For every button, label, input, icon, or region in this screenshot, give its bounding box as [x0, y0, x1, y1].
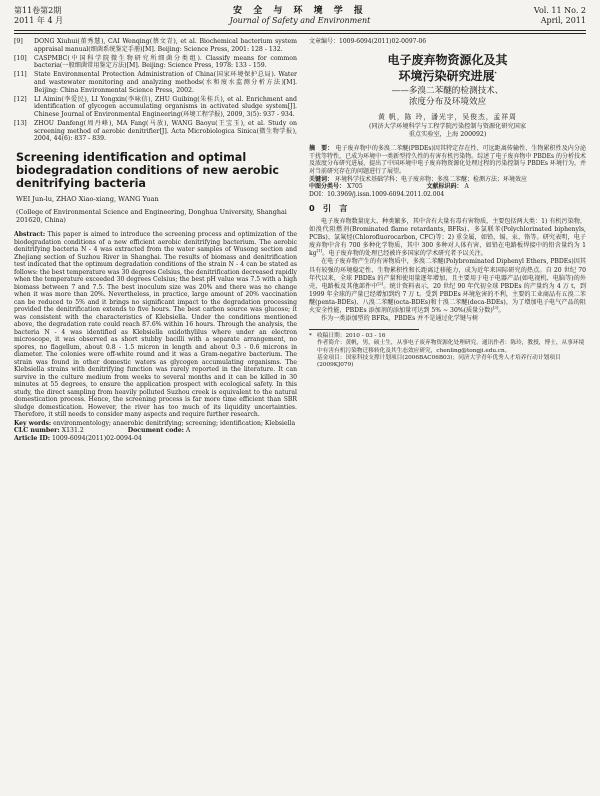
cn-clc-value: X705 [346, 183, 363, 191]
issue-date-en: April, 2011 [540, 16, 586, 25]
chinese-affiliation [309, 123, 586, 139]
chinese-authors: 黄 帆，陈 玲，潘光宇，吴俊杰，孟祥周 [378, 112, 517, 121]
issue-date: 2011 年 4 月 [14, 16, 64, 25]
footnote-author: 作者简介：黄帆，男，硕士生，从事电子废弃物资源化处理研究。通讯作者：陈玲，教授，博士，从事环境中有害有机污染物迁移转化及其生态效应研究，chenling@tongji.edu.cn。 [317, 340, 585, 354]
chinese-title-line1: 电子废弃物资源化及其 [387, 52, 508, 67]
cn-keywords-text: 环境科学技术基础学科；电子废弃物；多溴二苯醚；检测方法；环境效应 [334, 175, 527, 183]
keywords-text: environmentology; anaerobic denitrifying; screening; identification; Klebsiella [53, 419, 296, 427]
cn-clc-label: 中图分类号： [309, 183, 346, 191]
doi: DOI：10.3969/j.issn.1009-6094.2011.02.004 [309, 190, 445, 198]
cn-doc-label: 文献标识码： [426, 183, 463, 191]
chinese-affiliation-line1: (同济大学环境科学与工程学院污染控制与资源化研究国家 [368, 123, 527, 131]
reference-item: [13] ZHOU Danfeng(周丹峰), MA Fang(马放), WANG Baoyu(王宝玉), et al. Study on screening method of aerobic denitrifier[J]. Acta Microbiologica Sinica(微生物学报), 2004, 44(6): 837 - 839. [14, 119, 297, 143]
body-paragraph: 电子废弃物数量庞大、种类繁多，其中含有大量有毒有害物质，主要包括两大类：1) 有机污染物，如溴代阻燃剂(Brominated flame retardants, BFRs)、多氯联苯(Polychlorinated biphenyls, PCBs)、氯氟烃(Chlorofluorocarbon, CFC)等；2) 重金属，如铅、镉、汞、铬等。研究表明，电子废弃物中含有 700 多种化学物质，其中 300 多种对人体有害，如铅在电路板焊接中的铅含量约为 1 kg[1]。电子废弃物的处理已经被许多国家的学术研究者予以关注。 [309, 217, 586, 258]
header-rule [14, 30, 586, 31]
running-header [14, 6, 586, 32]
volume-issue: 第11卷第2期 [14, 6, 62, 15]
left-column [14, 38, 297, 443]
header-rule-thin [14, 33, 586, 34]
article-id-value: 1009-6094(2011)02-0094-04 [52, 434, 142, 442]
journal-name [14, 6, 586, 26]
cn-article-id: 文章编号：1009-6094(2011)02-0097-06 [309, 38, 427, 45]
clc-value: X131.2 [61, 427, 84, 435]
footnote-received: * 收稿日期：2010 - 03 - 16 [309, 333, 386, 340]
doc-code-label: Document code: [127, 427, 184, 435]
english-title: Screening identification and optimal biodegradation conditions of new aerobic denitrifying bacteria [16, 150, 280, 190]
reference-list [14, 38, 297, 143]
reference-item: [10] CASPMBC(中国科学院微生物研究所细菌分类组). Classify means for common bacteria(一般细菌常用鉴定方法)[M]. Beijing: Science Press, 1978: 133 - 159. [14, 54, 297, 70]
journal-name-en: Journal of Safety and Environment [229, 16, 371, 25]
cn-abstract-label: 摘 要： [309, 145, 334, 153]
article-id-label: Article ID: [14, 434, 51, 442]
chinese-affiliation-line2: 重点实验室，上海 200092) [408, 131, 487, 139]
abstract-label: Abstract: [14, 231, 46, 239]
doc-code-value: A [185, 427, 191, 435]
keywords-label: Key words: [14, 419, 52, 427]
article-id-row [14, 435, 297, 443]
english-authors: WEI Jun-lu, ZHAO Xiao-xiang, WANG Yuan [16, 194, 159, 203]
section-heading: 0 引 言 [309, 203, 348, 214]
reference-item: [9] DONG Xiuhui(董秀慧), CAI Wenqing(蔡文青), et al. Biochemical bacterium system appraisal manual(细菌系统鉴定手册)[M]. Beijing: Science Press, 2001: 128 - 132. [14, 38, 297, 53]
cn-abstract-text: 电子废弃物中的多溴二苯醚(PBDEs)因其特定存在性、可远距离传输性、生物累积性及内分泌干扰等特性，已成为环境中一类新型持久性的有害有机污染物。综述了电子废弃物中 PBDEs 的分析技术及浓度分布研究进展，提出了中国环境中电子废弃物资源化处理过程的污染控制与 PBDEs 环境行为，并对当前研究存在的问题进行了展望。 [309, 145, 586, 175]
chinese-subtitle-line2: 浓度分布及环境效应 [408, 96, 487, 107]
footnote-marker: * [494, 70, 497, 76]
abstract-text: This paper is aimed to introduce the screening process and optimization of the biodegradation conditions of a new efficient aerobic denitrifying bacterium. The aerobic denitrifying bacteria N - 4 was extracted from the water samples of Wusong section and Zhejiang section of Suzhou River in Shanghai. The results of biomass and denitrification test indicated that the optimum degradation conditions of the strain N - 4 can be stated as follows: the best temperature was 30 degrees Celsius, the denitrification decreased rapidly when the temperature exceeded 30 degrees Celsius; the best pH value was 7.5 with a high biomass between 7 and 7.5. The best inoculum size was 20% and there was no change when it was more than 20%. Nevertheless, in practice, large amount of 20% vaccination can be reduced to 5% and it brings no significant impact to the degradation processing provided the denitrification extends to five hours. The best carbon source was glucose; it was consistent with the characteristics of Klebsiella. Under the conditions mentioned above, the degradation rate could reach 87.6% within 16 hours. Through the analysis, the bacteria N - 4 was identified as Klebsiella oxidothylilus where under an electron microscope, it was observed as short stubby bacilli with a separate arrangement, no spores, no flagellum, about 0.8 - 1.5 micron in length and about 0.3 - 0.6 microns in diameter. The colonies were off-white round and it was a Gram-negative bacterium. The strain was found in other domestic waters as glycogen accumulating organisms. The Klebsiella strains with denitrifying function was rarely reported in the literature. It can survive in the culture medium from weeks to several months and it can be killed in 30 minutes at 55 degrees, to ensure the application prospect with ecological safety. In this study, the direct sampling from heavily polluted Suzhou creek is equivalent to the natural domestication process. Hence, the screening process is far more time efficient than SBR sludge domestication. However, the river has too much of its liquidity uncertainties. Therefore, it still needs to consider many aspects and require further research. [14, 231, 297, 419]
chinese-title-line2: 环境污染研究进展 [398, 68, 495, 83]
chinese-abstract [309, 145, 586, 175]
chinese-subtitle-line1: ——多溴二苯醚的检测技术、 [391, 85, 504, 96]
cn-keywords-label: 关键词： [309, 175, 334, 183]
cn-doc-value: A [464, 183, 469, 191]
issue-info-en [534, 6, 586, 26]
chinese-classification [309, 183, 586, 191]
journal-name-cn: 安 全 与 环 境 学 报 [233, 6, 367, 16]
english-keywords [14, 420, 297, 428]
footnote-rule [309, 329, 419, 330]
volume-issue-en: Vol. 11 No. 2 [533, 6, 586, 15]
footnote-fund: 基金项目：国家科技支撑计划项目(2006BAC06B03)；同济大学青年优秀人才培养行动计划项目(2009KJ079) [317, 355, 561, 369]
clc-label: CLC number: [14, 427, 60, 435]
english-affiliation: (College of Environmental Science and Engineering, Donghua University, Shanghai 201620, China) [16, 208, 287, 225]
classification-row [14, 427, 297, 435]
reference-item: [12] LI Aimin(李爱民), LI Yongxin(李咏信), ZHU Guibing(朱桂兵), et al. Enrichment and identification of glycogen accumulating organisms in activated sludge system[J]. Chinese Journal of Environmental Engineering(环境工程学报), 2009, 3(5): 937 - 934. [14, 95, 297, 118]
english-abstract [14, 231, 297, 419]
reference-item: [11] State Environmental Protection Administration of China(国家环境保护总局). Water and wastewater monitoring and analyzing methods(水和废水监测分析方法)[M]. Beijing: China Environmental Science Press, 2002. [14, 71, 297, 94]
body-paragraph: 作为一类添加型的 BFRs，PBDEs 并不是通过化学键与树 [321, 315, 479, 323]
right-column [309, 38, 586, 370]
body-paragraph: 在电子废弃物产生的有害物质中，多溴二苯醚(Polybrominated Diphenyl Ethers, PBDEs)因其具有较强的环境稳定性、生物累积性和长距离迁移能力，成为近年来国际研究的热点。自 20 世纪 70 年代以来，全球 PBDEs 的产量和使用量逐年增加，且主要用于电子电器产品(如电视机、电脑等)的外壳，电路板及其他部件中[2]。统计资料表示，20 世纪 90 年代初全球 PBDEs 的产量约为 4 万 t，到 1999 年全球的产量已经增加到约 7 万 t。受到 PBDEs 环境危害的不利，主要的工业商品有五溴二苯醚(penta-BDEs)、八溴二苯醚(octa-BDEs)和十溴二苯醚(deca-BDEs)，为了增加电子电气产品的阻火安全性能，PBDEs 添加剂的添加量可达到 5% ~ 30%(质量分数)[3]。 [309, 258, 587, 314]
chinese-subtitle [309, 86, 586, 108]
chinese-title [309, 52, 586, 84]
